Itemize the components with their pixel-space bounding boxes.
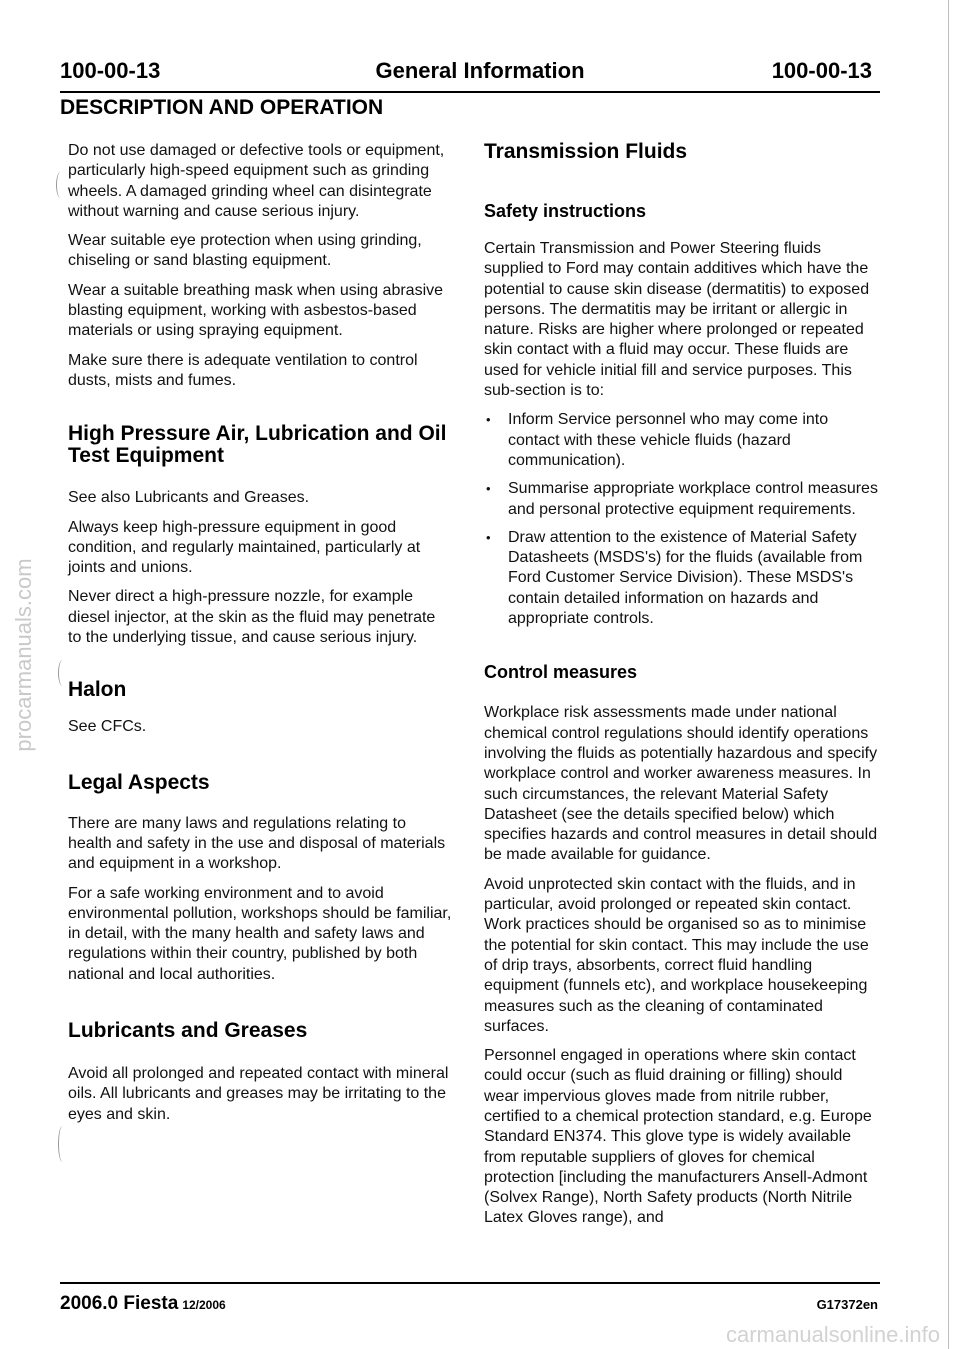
bottom-watermark: carmanualsonline.info bbox=[725, 1322, 940, 1347]
header-page-number-left: 100-00-13 bbox=[60, 58, 161, 83]
footer-model-name: 2006.0 Fiesta bbox=[60, 1293, 179, 1314]
paragraph: Never direct a high-pressure nozzle, for example diesel injector, at the skin as the fluid may penetrate to the underlying tissue, and cause serious injury. bbox=[68, 588, 436, 647]
scan-mark bbox=[58, 1126, 67, 1162]
side-watermark-text: procarmanuals.com bbox=[11, 558, 36, 752]
heading-lubricants: Lubricants and Greases bbox=[68, 1019, 308, 1043]
footer-rule bbox=[60, 1282, 880, 1284]
paragraph: See also Lubricants and Greases. bbox=[68, 489, 310, 507]
header-title: General Information bbox=[375, 58, 585, 83]
right-column bbox=[484, 141, 878, 1238]
footer-model bbox=[60, 1293, 226, 1315]
paragraph: Avoid all prolonged and repeated contact with mineral oils. All lubricants and greases may be irritating to the eyes and skin. bbox=[68, 1065, 449, 1123]
list-item: • Draw attention to the existence of Material Safety Datasheets (MSDS's) for the fluids (available from Ford Customer Service Division). These MSDS's contain detailed information on hazards and appropriate controls. bbox=[484, 528, 878, 629]
paragraph: Certain Transmission and Power Steering fluids supplied to Ford may contain additives which have the potential to cause skin disease (dermatitis) to exposed persons. The dermatitis may be irritant or allergic in nature. Risks are higher where prolonged or repeated skin contact with a fluid may occur. These fluids are used for vehicle initial fill and service purposes. This sub-section is to: bbox=[484, 240, 870, 400]
heading-halon: Halon bbox=[68, 678, 127, 702]
footer-document-code: G17372en bbox=[816, 1297, 878, 1312]
list-item: • Inform Service personnel who may come into contact with these vehicle fluids (hazard communication). bbox=[484, 410, 878, 471]
scan-mark bbox=[58, 660, 67, 686]
paragraph: See CFCs. bbox=[68, 718, 147, 736]
paragraph: Do not use damaged or defective tools or equipment, particularly high-speed equipment such as grinding wheels. A damaged grinding wheel can disintegrate without warning and cause serious injury. bbox=[68, 142, 445, 220]
heading-safety-instructions: Safety instructions bbox=[484, 201, 647, 221]
scan-mark bbox=[56, 172, 65, 198]
footer-date: 12/2006 bbox=[182, 1298, 226, 1312]
header-rule bbox=[60, 91, 880, 93]
paragraph: Personnel engaged in operations where skin contact could occur (such as fluid draining or filling) should wear impervious gloves made from nitrile rubber, certified to a chemical protection standard, e.g. Europe Standard EN374. This glove type is widely available from reputable suppliers of gloves for chemical protection [including the manufacturers Ansell-Admont (Solvex Range), North Safety products (North Nitrile Latex Gloves range), and bbox=[484, 1047, 872, 1227]
heading-high-pressure: High Pressure Air, Lubrication and Oil Test Equipment bbox=[68, 422, 447, 468]
paragraph: There are many laws and regulations relating to health and safety in the use and disposal of materials and equipment in a workshop. bbox=[68, 814, 446, 873]
section-title: DESCRIPTION AND OPERATION bbox=[60, 96, 384, 119]
heading-transmission-fluids: Transmission Fluids bbox=[484, 140, 688, 163]
scan-edge-line bbox=[948, 0, 949, 1349]
paragraph: Wear suitable eye protection when using grinding, chiseling or sand blasting equipment. bbox=[68, 232, 422, 270]
paragraph: For a safe working environment and to avoid environmental pollution, workshops should be familiar, in detail, with the many health and safety laws and regulations within their country, published by both national and local authorities. bbox=[68, 884, 452, 983]
paragraph: Make sure there is adequate ventilation to control dusts, mists and fumes. bbox=[68, 351, 418, 389]
bullet-list bbox=[484, 410, 878, 629]
list-item: • Summarise appropriate workplace control measures and personal protective equipment requirements. bbox=[484, 479, 878, 520]
heading-legal-aspects: Legal Aspects bbox=[68, 770, 210, 794]
paragraph: Avoid unprotected skin contact with the fluids, and in particular, avoid prolonged or repeated skin contact. Work practices should be organised so as to minimise the potential for skin contact. This may include the use of drip trays, absorbents, correct fluid handling equipment (funnels etc), and workplace housekeeping measures such as the cleaning of contaminated surfaces. bbox=[484, 875, 869, 1035]
side-watermark bbox=[4, 545, 44, 765]
header-page-number-right: 100-00-13 bbox=[771, 58, 872, 83]
paragraph: Workplace risk assessments made under national chemical control regulations should identify operations involving the fluids as potentially hazardous and specify workplace control and worker awareness measures. In such circumstances, the relevant Material Safety Datasheet (see the details specified below) which specifies hazards and control measures in detail should be made available for guidance. bbox=[484, 704, 878, 864]
heading-control-measures: Control measures bbox=[484, 662, 638, 683]
paragraph: Wear a suitable breathing mask when using abrasive blasting equipment, working with asbestos-based materials or using spraying equipment. bbox=[68, 281, 444, 340]
left-column bbox=[68, 141, 452, 1134]
paragraph: Always keep high-pressure equipment in good condition, and regularly maintained, particularly at joints and unions. bbox=[68, 518, 421, 577]
